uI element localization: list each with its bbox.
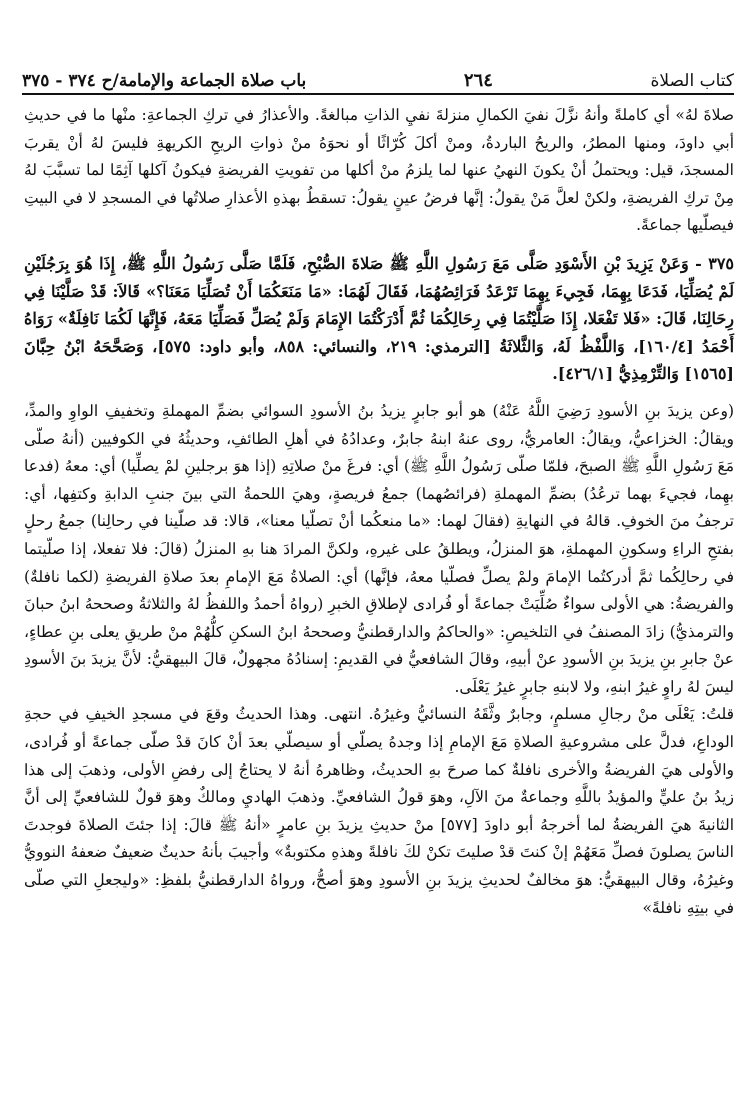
commentary-paragraph-2: (وعن يزيدَ بنِ الأسودِ رَضِيَ اللَّهُ عَنْهُ) هو أبو جابرٍ يزيدُ بنُ الأسودِ السوائي بضمِّ المهملةِ وتخفيفِ الواوِ والمدِّ، ويقالُ: الخزاعيُّ، ويقالُ: العامريُّ، روى عنهُ ابنهُ جابرٌ، وعدادُهُ في أهلِ الطائفِ، وحديثُهُ في الكوفيين (أنهُ صلّى مَعَ رَسُولِ اللَّهِ ﷺ الصبحَ، فلمّا صلّى رَسُولُ اللَّهِ ﷺ) أي: فرغَ منْ صلاتِهِ (إذا هوَ برجلينِ لمْ يصلِّيا) أي: معهُ (فدعا بهِما، فجيءَ بهما ترعُدُ) بضمِّ المهملةِ (فرائصُهما) جمعُ فريصةٍ، وهيَ اللحمةُ التي بينَ جنبِ الدابةِ وكتفِها، أي: ترجفُ منَ الخوفِ. قالهُ في النهايةِ (فقالَ لهما: «ما منعكُما أنْ تصلّيا معنا»، قالا: قد صلّينا في رحالِنا) جمعُ رحلٍ بفتحِ الراءِ وسكونِ المهملةِ، هوَ المنزلُ، ويطلقُ على غيرهِ، ولكنَّ المرادَ هنا بهِ المنزلُ (قالَ: فلا تفعلا، إذا صلّيتما في رحالِكُما ثمَّ أدركتُما الإمامَ ولمْ يصلِّ فصلّيا معهُ، فإنَّها) أي: الصلاةُ مَعَ الإمامِ بعدَ صلاةِ الفريضةِ (لكما نافلةٌ) والفريضةُ: هي الأولى سواءٌ صُلِّيَتْ جماعةً أو فُرادى لإطلاقِ الخبرِ (رواهُ أحمدُ واللفظُ لهُ والثلاثةُ وصححهُ ابنُ حبانَ والترمذيُّ) زادَ المصنفُ في التلخيصِ: «والحاكمُ والدارقطنيُّ وصححهُ ابنُ السكنِ كلُّهُمْ منْ طريقِ يعلى بنِ عطاءٍ، عنْ جابرِ بنِ يزيدَ بنِ الأسودِ عنْ أبيهِ، وقالَ الشافعيُّ في القديمِ: إسنادُهُ مجهولٌ، قالَ البيهقيُّ: لأنَّ يزيدَ بنَ الأسودِ ليسَ لهُ راوٍ غيرُ ابنهِ، ولا لابنهِ جابرٍ غيرُ يَعْلَى. [24, 401, 734, 696]
page-number: ٢٦٤ [463, 70, 493, 91]
hadith-number: ٣٧٥ - [695, 253, 734, 273]
commentary-paragraph-1: صلاةَ لهُ» أي كاملةً وأنهُ نزَّلَ نفيَ الكمالِ منزلةَ نفيِ الذاتِ مبالغةً. والأعذارُ في تركِ الجماعةِ: منْها ما في حديثِ أبي داودَ، ومنها المطرُ، والريحُ الباردةُ، ومنْ أكلَ كُرّاثًا أو نحوَهُ منْ ذواتِ الريحِ الكريهةِ فليسَ لهُ أنْ يقربَ المسجدَ، قيل: ويحتملُ أنْ يكونَ النهيُ عنها لما يلزمُ منْ أكلها من تفويتِ الفريضةِ فيكونُ آكلها آثِمًا لما تسبَّبَ لهُ مِنْ تركِ الفريضةِ، ولكنْ لعلَّ مَنْ يقولُ: إنَّها فرضُ عينٍ يقولُ: تسقطُ بهذهِ الأعذارِ صلاتُها في المسجدِ لا في البيتِ فيصلّيها جماعةً. [24, 106, 734, 235]
header-rule [22, 93, 734, 95]
commentary-paragraph-3: قلتُ: يَعْلَى منْ رجالِ مسلمٍ، وجابرٌ وثَّقَهُ النسائيُّ وغيرُهُ. انتهى. وهذا الحديثُ وقعَ في مسجدِ الخيفِ في حجةِ الوداعِ، فدلَّ على مشروعيةِ الصلاةِ مَعَ الإمامِ إذا وجدهُ يصلّي أو سيصلّي بعدَ أنْ كانَ قدْ صلّى جماعةً أو فُرادى، والأولى هيَ الفريضةُ والأخرى نافلةٌ كما صرحَ بهِ الحديثُ، وظاهرهُ أنهُ لا يحتاجُ إلى رفضِ الأولى، وذهبَ إلى هذا زيدُ بنُ عليٍّ والمؤيدُ باللَّهِ وجماعةٌ منَ الآلِ، وهوَ قولُ الشافعيِّ. وذهبَ الهاديِ ومالكٌ وهوَ قولٌ للشافعيِّ إلى أنَّ الثانيةَ هيَ الفريضةُ لما أخرجهُ أبو داودَ [٥٧٧] منْ حديثِ يزيدَ بنِ عامرٍ «أنهُ ﷺ قالَ: إذا جئتَ الصلاةَ فوجدتَ الناسَ يصلونَ فصلِّ مَعَهُمْ إنْ كنتَ قدْ صليتَ تكنْ لكَ نافلةً وهذهِ مكتوبةٌ» وأجيبَ بأنهُ حديثٌ ضعيفٌ ضعفهُ النوويُّ وغيرُهُ، وقال البيهقيُّ: هوَ مخالفٌ لحديثِ يزيدَ بنِ الأسودِ وهوَ أصحُّ، ورواهُ الدارقطنيُّ بلفظِ: «وليجعلِ التي صلّى في بيتِهِ نافلةً» [24, 705, 735, 917]
page-header [22, 56, 734, 92]
chapter-title: باب صلاة الجماعة والإمامة/ح ٣٧٤ - ٣٧٥ [22, 71, 307, 91]
book-title: كتاب الصلاة [650, 71, 734, 91]
page-body [24, 102, 734, 922]
hadith-text: وَعَنْ يَزِيدَ بْنِ الأَسْوَدِ صَلَّى مَعَ رَسُولِ اللَّهِ ﷺ صَلاةَ الصُّبْحِ، فَلَمَّا صَلَّى رَسُولُ اللَّهِ ﷺ، إِذَا هُوَ بِرَجُلَيْنِ لَمْ يُصَلِّيَا، فَدَعَا بِهِمَا، فَجِيءَ بِهِمَا تَرْعَدُ فَرَائِصُهُمَا، فَقَالَ لَهُمَا: «مَا مَنَعَكُمَا أَنْ تُصَلِّيَا مَعَنَا؟» قَالاَ: قَدْ صَلَّيْنَا فِي رِحَالِنَا، قَالَ: «فَلا تَفْعَلا، إِذَا صَلَّيْتُمَا فِي رِحَالِكُمَا ثُمَّ أَدْرَكْتُمَا الإِمَامَ وَلَمْ يُصَلِّ فَصَلِّيَا مَعَهُ، فَإِنَّهَا لَكُمَا نَافِلَةٌ» رَوَاهُ أَحْمَدُ [١٦٠/٤]، وَاللَّفْظُ لَهُ، وَالثَّلاثَةُ [الترمذي: ٢١٩، والنسائي: ٨٥٨، وأبو داود: ٥٧٥]، وَصَحَّحَهُ ابْنُ حِبَّانَ [١٥٦٥] وَالتِّرْمِذِيُّ [٤٢٦/١]. [24, 253, 735, 384]
hadith-paragraph [24, 250, 734, 388]
